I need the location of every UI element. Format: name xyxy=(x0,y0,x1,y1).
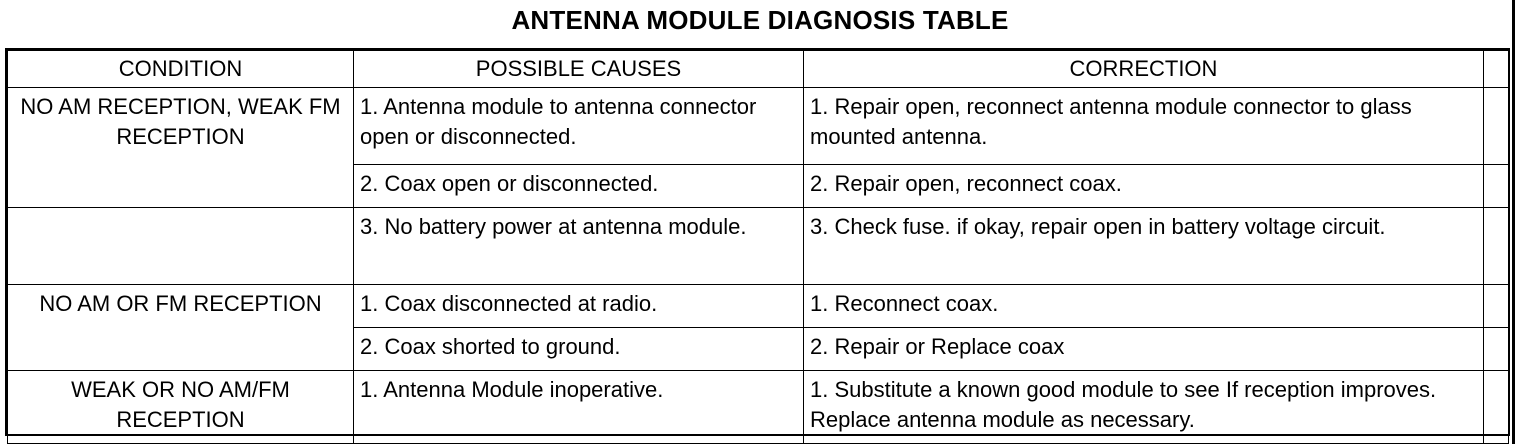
table-row xyxy=(8,208,1509,285)
cause-cell: 1. Antenna Module inoperative. xyxy=(354,371,804,444)
diagnosis-table xyxy=(7,50,1509,444)
blank-cell xyxy=(1484,88,1509,165)
blank-cell xyxy=(1484,371,1509,444)
table-row xyxy=(8,88,1509,165)
page-title: ANTENNA MODULE DIAGNOSIS TABLE xyxy=(511,5,1009,35)
condition-cell xyxy=(8,208,354,285)
cause-cell: 2. Coax open or disconnected. xyxy=(354,165,804,208)
condition-cell: NO AM RECEPTION, WEAK FM RECEPTION xyxy=(8,88,354,208)
cause-cell: 3. No battery power at antenna module. xyxy=(354,208,804,285)
table-row xyxy=(8,371,1509,444)
blank-cell xyxy=(1484,285,1509,328)
correction-cell: 1. Repair open, reconnect antenna module connector to glass mounted antenna. xyxy=(804,88,1484,165)
correction-cell: 1. Substitute a known good module to see If reception improves. Replace antenna module as necessary. xyxy=(804,371,1484,444)
correction-cell: 2. Repair open, reconnect coax. xyxy=(804,165,1484,208)
column-header-correction: CORRECTION xyxy=(804,51,1484,88)
correction-cell: 1. Reconnect coax. xyxy=(804,285,1484,328)
blank-cell xyxy=(1484,165,1509,208)
column-header-possible-causes: POSSIBLE CAUSES xyxy=(354,51,804,88)
condition-cell: NO AM OR FM RECEPTION xyxy=(8,285,354,371)
blank-cell xyxy=(1484,328,1509,371)
column-header-condition: CONDITION xyxy=(8,51,354,88)
right-border-rule xyxy=(1512,0,1515,444)
cause-cell: 1. Coax disconnected at radio. xyxy=(354,285,804,328)
column-header-blank xyxy=(1484,51,1509,88)
correction-cell: 3. Check fuse. if okay, repair open in battery voltage circuit. xyxy=(804,208,1484,285)
correction-cell: 2. Repair or Replace coax xyxy=(804,328,1484,371)
table-header-row xyxy=(8,51,1509,88)
cause-cell: 2. Coax shorted to ground. xyxy=(354,328,804,371)
cause-cell: 1. Antenna module to antenna connector open or disconnected. xyxy=(354,88,804,165)
condition-cell: WEAK OR NO AM/FM RECEPTION xyxy=(8,371,354,444)
table-row xyxy=(8,285,1509,328)
blank-cell xyxy=(1484,208,1509,285)
